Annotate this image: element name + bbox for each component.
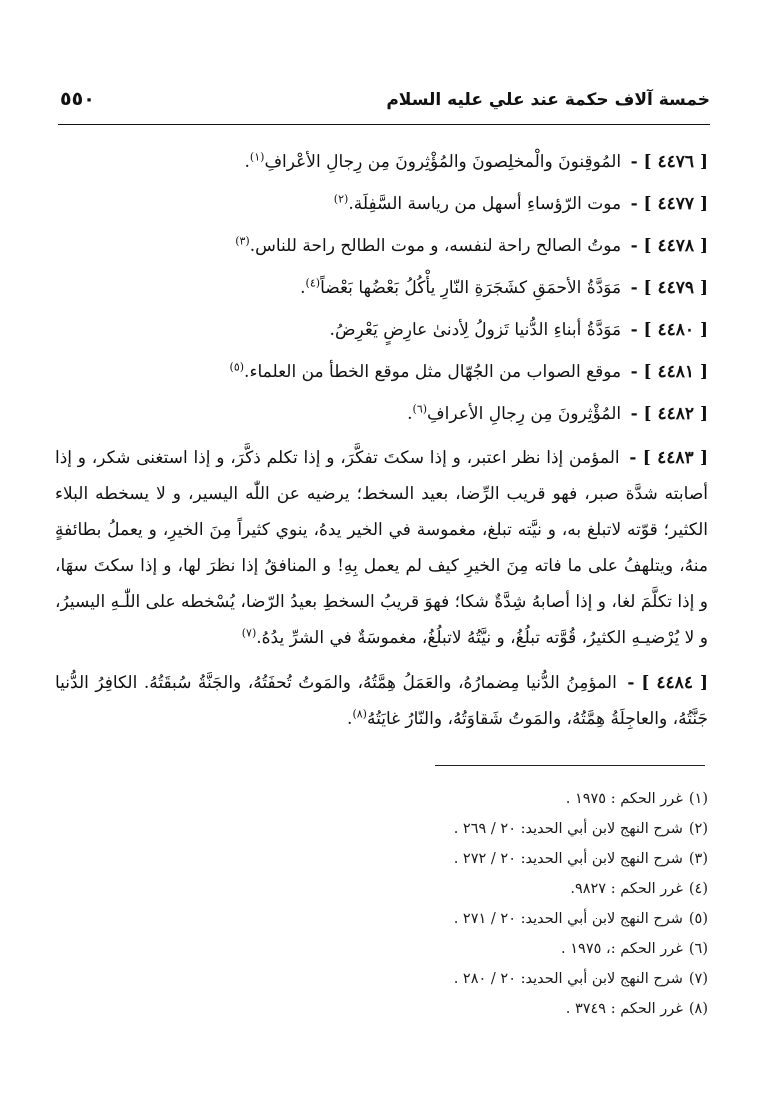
footnote-number: (٢)	[688, 821, 708, 837]
hadith-entry	[55, 188, 708, 221]
footnote-item	[60, 844, 708, 874]
entry-text: المؤمن إذا نظر اعتبر، و إذا سكتَ تفكَّرَ، و إذا تكلم ذكَّرَ، و إذا استغنى شكر، و إذا أصابته شدَّة صبر، فهو قريب الرِّضا، بعيد السخط؛ يرضيه عن اللّٰه اليسير، و لا يسخطه البلاء الكثير؛ قوّته لاتبلغ به، و نيَّته تبلغ، مغموسة في الخير يدهُ، ينوي كثيراً مِنَ الخيرِ، و يعملُ بطائفةٍ منهُ، ويتلهفُ على ما فاته مِنَ الخيرِ كيف لم يعمل بِهِ! و المنافقُ إذا نظرَ لها، و إذا سكتَ سهَا، و إذا تكلَّمَ لغا، و إذا أصابهُ شِدَّةٌ شكا؛ فهوَ قريبُ السخطِ بعيدُ الرّضا، يُسْخطه على اللّٰـهِ اليسيرُ، و لا يُرْضيـهِ الكثيرُ، قُوَّته تبلُغُ، و نيَّتُهُ لاتبلُغُ، مغموسَةٌ في الشرِّ يدُهُ.	[55, 448, 708, 648]
footnote-text: غرر الحكم : ١٩٧٥ .	[565, 791, 683, 807]
entry-text: موتُ الصالح راحة لنفسه، و موت الطالح راحة للناس.	[249, 236, 622, 256]
footnote-item	[60, 964, 708, 994]
entry-number: [ ٤٤٧٦ ] -	[630, 152, 708, 172]
footnote-marker: (٧)	[241, 626, 257, 640]
footnote-number: (٨)	[688, 1001, 708, 1017]
footnote-text: شرح النهج لابن أبي الحديد: ٢٠ / ٢٧٢ .	[453, 851, 683, 867]
entry-number: [ ٤٤٨٠ ] -	[630, 320, 708, 340]
entry-number: [ ٤٤٨٣ ] -	[629, 448, 709, 468]
entry-number: [ ٤٤٨٢ ] -	[630, 404, 708, 424]
entry-number: [ ٤٤٨٤ ] -	[627, 673, 708, 693]
hadith-entry	[55, 398, 708, 431]
hadith-entry	[55, 356, 708, 389]
entry-text: موت الرّؤساءِ أسهل من رياسة السَّفِلَة.	[348, 194, 622, 214]
entry-text: المؤمِنُ الدُّنيا مِضمارُهُ، والعَمَلُ هِمَّتُهُ، والمَوتُ تُحفَتُهُ، والجَنَّةُ سُبقَتُهُ. الكافِرُ الدُّنيا جَنَّتُهُ، والعاجِلَةُ هِمَّتُهُ، والمَوتُ شَقاوَتُهُ، والنّارُ غايَتُهُ	[55, 673, 708, 729]
footnote-number: (٧)	[688, 971, 708, 987]
footnote-text: غرر الحكم : ٩٨٢٧.	[570, 881, 683, 897]
footnote-number: (١)	[688, 791, 708, 807]
footnote-number: (٤)	[688, 881, 708, 897]
entry-end-punctuation: .	[347, 709, 353, 729]
entry-text: مَوَدَّةُ الأحمَقِ كشَجَرَةِ النّارِ يأْكُلُ بَعْضُها بَعْضاً	[320, 278, 622, 298]
hadith-entry	[55, 314, 708, 347]
hadith-entry	[55, 230, 708, 263]
footnote-separator	[435, 765, 705, 766]
entry-text: المُوقِنونَ والْمخلِصونَ والمُؤْثِرونَ مِن رِجالِ الأعْرافِ	[264, 152, 622, 172]
footnote-marker: (٢)	[333, 192, 349, 206]
hadith-entry	[55, 440, 708, 656]
footnote-item	[60, 784, 708, 814]
footnote-text: شرح النهج لابن أبي الحديد: ٢٠ / ٢٦٩ .	[453, 821, 683, 837]
entry-text: موقع الصواب من الجُهّال مثل موقع الخطأ من العلماء.	[244, 362, 622, 382]
footnote-item	[60, 874, 708, 904]
header-rule	[58, 124, 710, 125]
entry-text: مَوَدَّةُ أبناءِ الدُّنيا تَزولُ لِأدنىٰ عارِضٍ يَعْرِضُ.	[329, 320, 622, 340]
entry-number: [ ٤٤٧٩ ] -	[630, 278, 708, 298]
footnote-marker: (٥)	[229, 360, 245, 374]
footnote-number: (٥)	[688, 911, 708, 927]
footnote-marker: (٣)	[235, 234, 250, 248]
entry-end-punctuation: .	[244, 152, 250, 172]
entry-number: [ ٤٤٧٨ ] -	[630, 236, 708, 256]
hadith-list	[55, 146, 708, 746]
footnote-number: (٦)	[688, 941, 708, 957]
entry-end-punctuation: .	[407, 404, 413, 424]
hadith-entry	[55, 665, 708, 737]
footnote-item	[60, 994, 708, 1024]
entry-text: المُؤْثِرونَ مِن رِجالِ الأعرافِ	[427, 404, 622, 424]
footnote-marker: (١)	[249, 150, 265, 164]
footnote-text: شرح النهج لابن أبي الحديد: ٢٠ / ٢٧١ .	[453, 911, 683, 927]
footnote-marker: (٦)	[412, 402, 428, 416]
hadith-entry	[55, 146, 708, 179]
footnote-text: شرح النهج لابن أبي الحديد: ٢٠ / ٢٨٠ .	[453, 971, 683, 987]
footnote-item	[60, 934, 708, 964]
entry-number: [ ٤٤٨١ ] -	[630, 362, 708, 382]
footnote-list	[60, 784, 708, 1024]
footnote-number: (٣)	[688, 851, 708, 867]
page-number: ٥٥٠	[60, 88, 95, 110]
footnote-marker: (٤)	[305, 276, 321, 290]
running-header	[60, 86, 710, 120]
footnote-text: غرر الحكم :، ١٩٧٥ .	[561, 941, 683, 957]
hadith-entry	[55, 272, 708, 305]
header-title: خمسة آلاف حكمة عند علي عليه السلام	[386, 90, 710, 110]
entry-end-punctuation: .	[300, 278, 306, 298]
footnote-item	[60, 904, 708, 934]
footnote-text: غرر الحكم : ٣٧٤٩ .	[565, 1001, 683, 1017]
footnote-item	[60, 814, 708, 844]
footnote-marker: (٨)	[352, 707, 367, 721]
entry-number: [ ٤٤٧٧ ] -	[630, 194, 708, 214]
